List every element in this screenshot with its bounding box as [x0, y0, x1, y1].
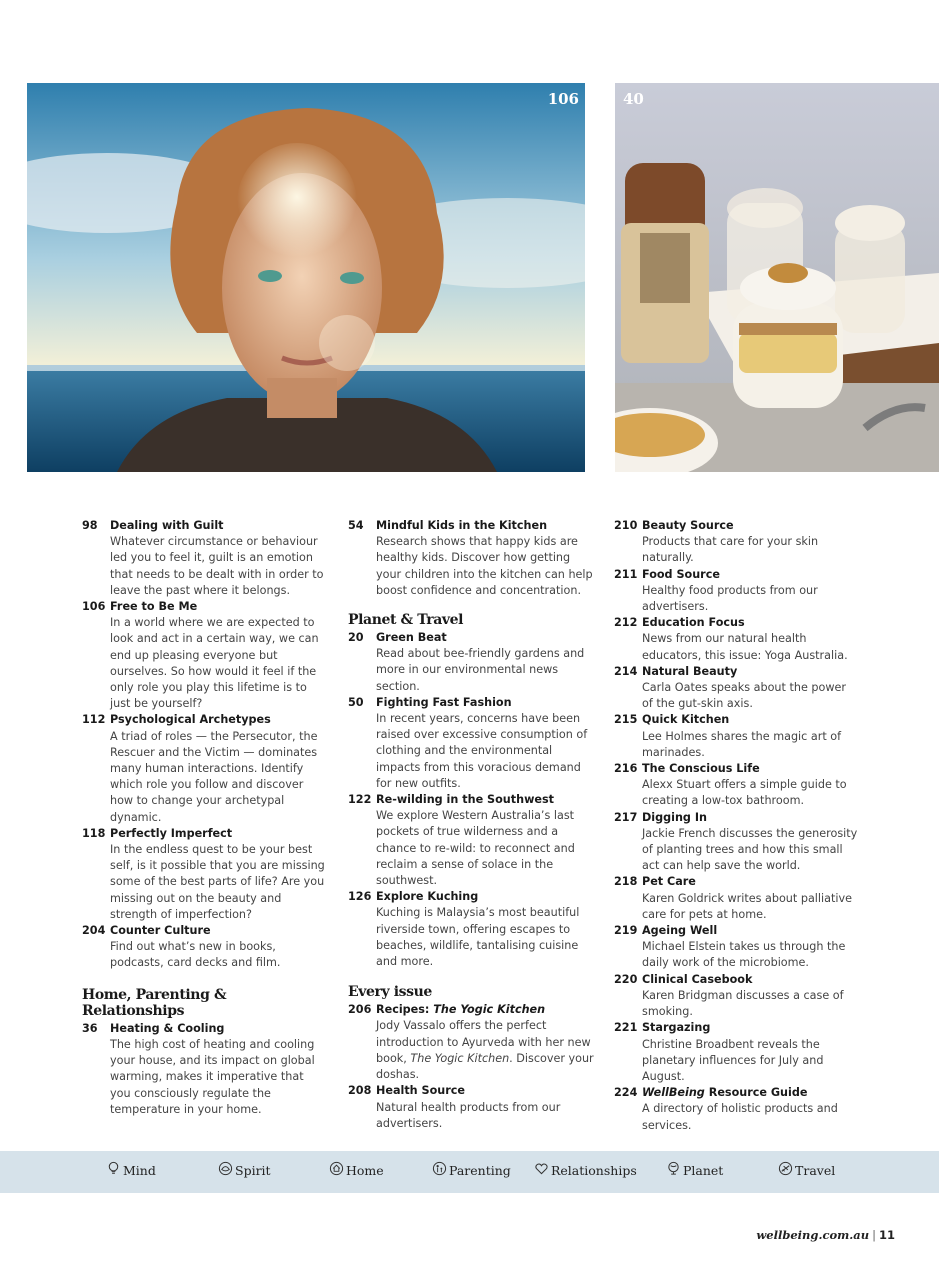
contents-entry[interactable]: [82, 1021, 327, 1118]
contents-entry[interactable]: [614, 518, 859, 567]
lightbulb-icon: [106, 1161, 121, 1176]
entry-description: Michael Elstein takes us through the daily work of the microbiome.: [642, 940, 846, 970]
entry-description: News from our natural health educators, this issue: Yoga Australia.: [642, 632, 848, 662]
entry-description: Karen Bridgman discusses a case of smoking.: [642, 988, 844, 1019]
photo-page-ref: 106: [547, 90, 579, 108]
category-label: Planet: [683, 1163, 724, 1178]
page-number: 216: [614, 762, 638, 776]
contents-entry[interactable]: [82, 518, 327, 599]
entry-description-part: . Discover your doshas.: [376, 1051, 594, 1082]
parfait-image: [615, 83, 939, 472]
page-number: 54: [348, 519, 364, 532]
entry-title: Psychological Archetypes: [110, 713, 271, 727]
entry-description: Natural health products from our advertisers.: [376, 1100, 561, 1130]
page-number: 206: [348, 1003, 372, 1017]
entry-title: Re-wilding in the Southwest: [376, 793, 555, 807]
entry-description: Products that care for your skin naturally.: [642, 535, 819, 565]
contents-entry[interactable]: [614, 615, 859, 664]
category-label: Spirit: [235, 1163, 271, 1178]
contents-entry[interactable]: [348, 889, 598, 970]
category-travel[interactable]: [778, 1163, 835, 1178]
entry-description: Carla Oates speaks about the power of the gut-skin axis.: [642, 681, 846, 711]
contents-entry[interactable]: [82, 599, 327, 712]
parent-child-icon: [432, 1161, 447, 1176]
entry-title: Perfectly Imperfect: [110, 826, 233, 840]
page-number: 106: [82, 600, 106, 614]
category-label: Travel: [795, 1163, 836, 1178]
category-parenting[interactable]: [432, 1163, 511, 1178]
entry-description: Read about bee-friendly gardens and more in our environmental news section.: [376, 647, 585, 693]
page-number: 204: [82, 924, 106, 938]
contents-entry[interactable]: [614, 874, 859, 923]
entry-description: The high cost of heating and cooling your house, and its impact on global warming, makes it imperative that you consciously regulate the temperature in your home.: [110, 1037, 315, 1116]
page-number: 212: [614, 616, 638, 630]
entry-description: A triad of roles — the Persecutor, the Rescuer and the Victim — dominates many human interactions. Identify which role you follow and discover how to change your archetypal dynamic.: [110, 729, 318, 824]
entry-title: Free to Be Me: [110, 600, 198, 614]
page-number: 220: [614, 972, 638, 986]
entry-title: Natural Beauty: [642, 664, 738, 678]
page-number: 221: [614, 1021, 638, 1035]
book-title: The Yogic Kitchen: [410, 1051, 510, 1065]
contents-entry[interactable]: [614, 761, 859, 810]
entry-description: In a world where we are expected to look and act in a certain way, we can end up pleasing everyone but ourselves. So how would it feel if the only role you play this lifetime is to just be yourself?: [110, 616, 319, 711]
plane-icon: [778, 1161, 793, 1176]
section-heading: Every issue: [348, 984, 432, 1001]
category-bar: [0, 1151, 939, 1193]
entry-title: Quick Kitchen: [642, 713, 730, 727]
contents-entry[interactable]: [348, 695, 598, 792]
category-home[interactable]: [329, 1163, 384, 1178]
entry-description: [376, 1018, 598, 1083]
contents-entry[interactable]: [614, 1085, 859, 1134]
contents-entry[interactable]: [614, 712, 859, 761]
entry-description: Kuching is Malaysia’s most beautiful riverside town, offering escapes to beaches, wildlife, tantalising cuisine and more.: [376, 906, 580, 969]
entry-title: Beauty Source: [642, 519, 734, 532]
page-number: 112: [82, 713, 106, 727]
entry-title: Food Source: [642, 567, 720, 581]
page-number: 210: [614, 519, 638, 532]
entry-description: Christine Broadbent reveals the planetary influences for July and August.: [642, 1037, 824, 1083]
page-number: 218: [614, 875, 638, 889]
portrait-photo: [27, 83, 585, 472]
category-spirit[interactable]: [218, 1163, 271, 1178]
entry-description: Research shows that happy kids are healthy kids. Discover how getting your children into the kitchen can help boost confidence and concentration.: [376, 535, 593, 597]
page-number: 126: [348, 890, 372, 904]
house-icon: [329, 1161, 344, 1176]
category-mind[interactable]: [106, 1163, 156, 1178]
entry-title: Dealing with Guilt: [110, 519, 224, 532]
page-number: 214: [614, 664, 638, 678]
entry-title: The Conscious Life: [642, 762, 760, 776]
entry-description: Whatever circumstance or behaviour led you to feel it, guilt is an emotion that needs to be dealt with in order to leave the past where it belongs.: [110, 535, 324, 597]
entry-title: Explore Kuching: [376, 890, 479, 904]
page-number: 98: [82, 519, 98, 532]
contents-entry[interactable]: [348, 518, 598, 599]
entry-description-part: Jody Vassalo offers the perfect introduction to Ayurveda with her new book,: [376, 1019, 591, 1065]
contents-entry[interactable]: [614, 923, 859, 972]
entry-description: Lee Holmes shares the magic art of marinades.: [642, 729, 842, 759]
entry-description: A directory of holistic products and services.: [642, 1102, 838, 1132]
entry-title: Heating & Cooling: [110, 1021, 225, 1035]
entry-title-suffix: Resource Guide: [704, 1086, 808, 1100]
book-title: The Yogic Kitchen: [433, 1003, 546, 1017]
entry-description: Alexx Stuart offers a simple guide to creating a low-tox bathroom.: [642, 778, 847, 808]
contents-entry[interactable]: [614, 664, 859, 713]
section-heading: Home, Parenting & Relationships: [82, 986, 227, 1019]
parfait-photo: [615, 83, 939, 472]
page-number: 224: [614, 1086, 638, 1100]
page-number: 208: [348, 1084, 372, 1098]
page-number: 118: [82, 826, 106, 840]
section-heading: Planet & Travel: [348, 612, 464, 629]
entry-description: In the endless quest to be your best self, is it possible that you are missing some of the best parts of life? Are you missing out on the beauty and strength of imperfection?: [110, 843, 325, 921]
brand-name: WellBeing: [642, 1086, 705, 1100]
page-number: 20: [348, 631, 364, 645]
contents-entry[interactable]: [614, 567, 859, 616]
entry-title-prefix: Recipes:: [376, 1003, 434, 1017]
entry-title: Fighting Fast Fashion: [376, 695, 512, 709]
contents-entry[interactable]: [614, 1020, 859, 1085]
contents-column-2: [348, 518, 598, 1132]
entry-description: Find out what’s new in books, podcasts, card decks and film.: [110, 940, 281, 970]
page-number: 50: [348, 695, 364, 709]
page-footer: [756, 1228, 895, 1242]
contents-entry[interactable]: [348, 1002, 598, 1083]
heart-icon: [534, 1161, 549, 1176]
page-number: 36: [82, 1021, 98, 1035]
contents-entry[interactable]: [82, 712, 327, 825]
page-number: 122: [348, 793, 372, 807]
category-planet[interactable]: [666, 1163, 723, 1178]
category-label: Relationships: [551, 1163, 637, 1178]
category-label: Parenting: [449, 1163, 511, 1178]
globe-icon: [666, 1161, 681, 1176]
page-number: 217: [614, 810, 638, 824]
entry-title: Clinical Casebook: [642, 972, 753, 986]
entry-description: Jackie French discusses the generosity of planting trees and how this small act can help save the world.: [642, 826, 858, 873]
entry-title: Stargazing: [642, 1021, 711, 1035]
entry-title: Counter Culture: [110, 924, 211, 938]
entry-description: Healthy food products from our advertisers.: [642, 583, 818, 614]
contents-entry[interactable]: [614, 972, 859, 1021]
entry-title: Ageing Well: [642, 924, 718, 938]
entry-title: Health Source: [376, 1084, 465, 1098]
contents-entry[interactable]: [348, 1083, 598, 1132]
entry-title: Green Beat: [376, 631, 447, 645]
page-number: 211: [614, 567, 638, 581]
contents-entry[interactable]: [348, 792, 598, 889]
lotus-icon: [218, 1161, 233, 1176]
entry-description: Karen Goldrick writes about palliative care for pets at home.: [642, 891, 852, 921]
contents-entry[interactable]: [348, 630, 598, 695]
page-number: 219: [614, 924, 638, 938]
category-label: Mind: [123, 1163, 156, 1178]
entry-description: In recent years, concerns have been raised over excessive consumption of clothing and the environmental impacts from this voracious demand for new outfits.: [376, 712, 588, 790]
entry-title: Digging In: [642, 810, 707, 824]
category-label: Home: [346, 1163, 384, 1178]
photo-page-ref: 40: [623, 90, 644, 108]
contents-entry[interactable]: [82, 923, 327, 972]
category-relationships[interactable]: [534, 1163, 637, 1178]
contents-entry[interactable]: [82, 826, 327, 923]
website-url[interactable]: wellbeing.com.au: [756, 1228, 870, 1242]
entry-title: Pet Care: [642, 875, 696, 889]
page-number: 215: [614, 713, 638, 727]
entry-title: Mindful Kids in the Kitchen: [376, 519, 548, 532]
folio-page-number: 11: [878, 1228, 895, 1242]
footer-separator: |: [872, 1228, 876, 1242]
entry-description: We explore Western Australia’s last pockets of true wilderness and a chance to re-wild: to reconnect and reclaim a sense of solace in the southwest.: [376, 809, 575, 888]
contents-entry[interactable]: [614, 810, 859, 875]
contents-column-3: [614, 518, 859, 1134]
entry-title: [642, 1085, 859, 1101]
contents-column-1: [82, 518, 327, 1118]
entry-title: [376, 1002, 598, 1018]
portrait-image: [27, 83, 585, 472]
entry-title: Education Focus: [642, 616, 745, 630]
